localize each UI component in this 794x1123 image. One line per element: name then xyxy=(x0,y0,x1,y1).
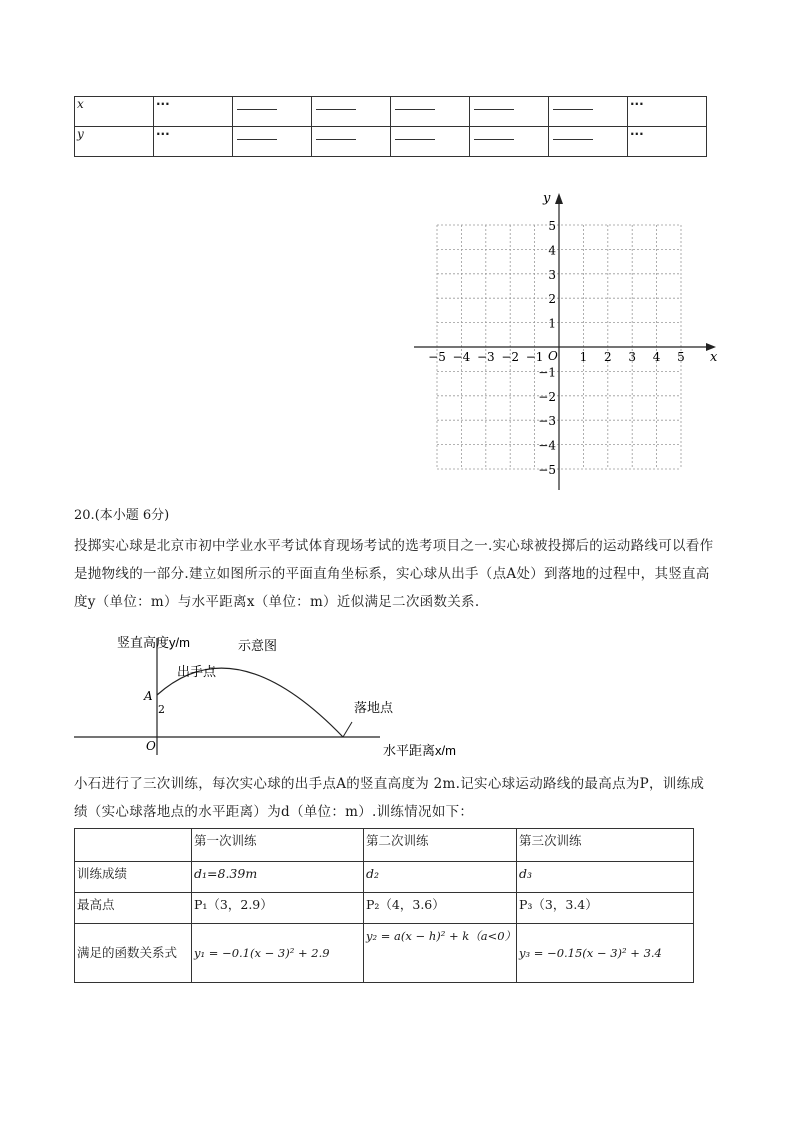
question-line: 度y（单位：m）与水平距离x（单位：m）近似满足二次函数关系. xyxy=(74,594,480,610)
x-tick-label: −1 xyxy=(525,350,544,364)
row-label: 训练成绩 xyxy=(75,862,192,893)
table-row xyxy=(75,893,694,924)
x-tick-label: 4 xyxy=(652,350,661,364)
function-cell: y₁ = −0.1(x − 3)² + 2.9 xyxy=(192,924,364,983)
y-tick-label: 4 xyxy=(548,243,556,258)
training-table xyxy=(74,828,694,983)
peak-cell: P₃（3，3.4） xyxy=(517,893,694,924)
paragraph-line: 绩（实心球落地点的水平距离）为d（单位：m）.训练情况如下： xyxy=(74,804,474,820)
x-tick-label: −4 xyxy=(452,350,471,364)
question-paragraph xyxy=(74,532,724,616)
diagram-title: 示意图 xyxy=(238,638,278,653)
header-cell: 第一次训练 xyxy=(192,829,364,862)
trajectory-diagram xyxy=(0,620,794,765)
x-tick-label: −5 xyxy=(428,350,446,364)
row-label: 满足的函数关系式 xyxy=(75,924,192,983)
release-point-label: 出手点 xyxy=(177,664,217,679)
dots-cell: ··· xyxy=(154,127,233,157)
score-cell: d₂ xyxy=(364,862,517,893)
table-row xyxy=(75,829,694,862)
dots-cell: ··· xyxy=(154,97,233,127)
function-cell: y₂ = a(x − h)² + k（a<0） xyxy=(364,924,517,983)
y-tick-labels xyxy=(538,219,556,477)
y-tick-label: −3 xyxy=(538,414,556,429)
x-tick-label: 2 xyxy=(603,350,612,364)
landing-pointer xyxy=(343,722,352,737)
height-label: 2 xyxy=(158,703,165,716)
x-tick-label: 1 xyxy=(579,350,588,364)
point-a-label: A xyxy=(144,689,153,703)
x-axis-label: x xyxy=(710,350,718,365)
score-cell: d₃ xyxy=(517,862,694,893)
question-header xyxy=(74,504,169,523)
diagram-origin: O xyxy=(146,739,156,753)
training-paragraph xyxy=(74,770,724,826)
score-cell: d₁=8.39m xyxy=(192,862,364,893)
y-tick-label: 1 xyxy=(548,316,556,331)
header-cell xyxy=(75,829,192,862)
table-row xyxy=(75,924,694,983)
y-axis-arrow-icon xyxy=(555,193,563,204)
y-tick-label: 5 xyxy=(548,219,556,233)
y-tick-label: −5 xyxy=(538,463,556,477)
origin-label: O xyxy=(548,349,558,363)
peak-cell: P₂（4，3.6） xyxy=(364,893,517,924)
y-tick-label: 3 xyxy=(548,267,556,282)
y-axis-label: y xyxy=(543,191,551,206)
question-number: 20. xyxy=(74,508,95,523)
x-tick-label: −3 xyxy=(476,350,495,364)
header-cell: 第三次训练 xyxy=(517,829,694,862)
x-tick-label: 5 xyxy=(677,350,685,364)
dots-cell: ··· xyxy=(628,127,707,157)
coordinate-grid xyxy=(0,0,794,500)
y-tick-label: −4 xyxy=(538,438,556,453)
row-label: 最高点 xyxy=(75,893,192,924)
table-row xyxy=(75,862,694,893)
row-label-x: x xyxy=(75,97,154,127)
header-cell: 第二次训练 xyxy=(364,829,517,862)
y-tick-label: −2 xyxy=(538,389,556,404)
y-tick-label: 2 xyxy=(548,292,556,307)
question-line: 是抛物线的一部分.建立如图所示的平面直角坐标系，实心球从出手（点A处）到落地的过程中，其竖直高 xyxy=(74,566,710,582)
paragraph-line: 小石进行了三次训练，每次实心球的出手点A的竖直高度为 2m.记实心球运动路线的最高点为P，训练成 xyxy=(74,776,705,792)
y-tick-label: −1 xyxy=(538,365,556,380)
x-tick-label: 3 xyxy=(628,350,637,364)
function-cell: y₃ = −0.15(x − 3)² + 3.4 xyxy=(517,924,694,983)
question-line: 投掷实心球是北京市初中学业水平考试体育现场考试的选考项目之一.实心球被投掷后的运动路线可以看作 xyxy=(74,538,714,554)
x-tick-label: −2 xyxy=(501,350,520,364)
question-points: (本小题 6分) xyxy=(94,508,170,523)
dots-cell: ··· xyxy=(628,97,707,127)
diagram-y-label: 竖直高度y/m xyxy=(117,635,190,650)
peak-cell: P₁（3，2.9） xyxy=(192,893,364,924)
landing-point-label: 落地点 xyxy=(354,700,394,715)
row-label-y: y xyxy=(75,127,154,157)
diagram-x-label: 水平距离x/m xyxy=(383,743,456,758)
